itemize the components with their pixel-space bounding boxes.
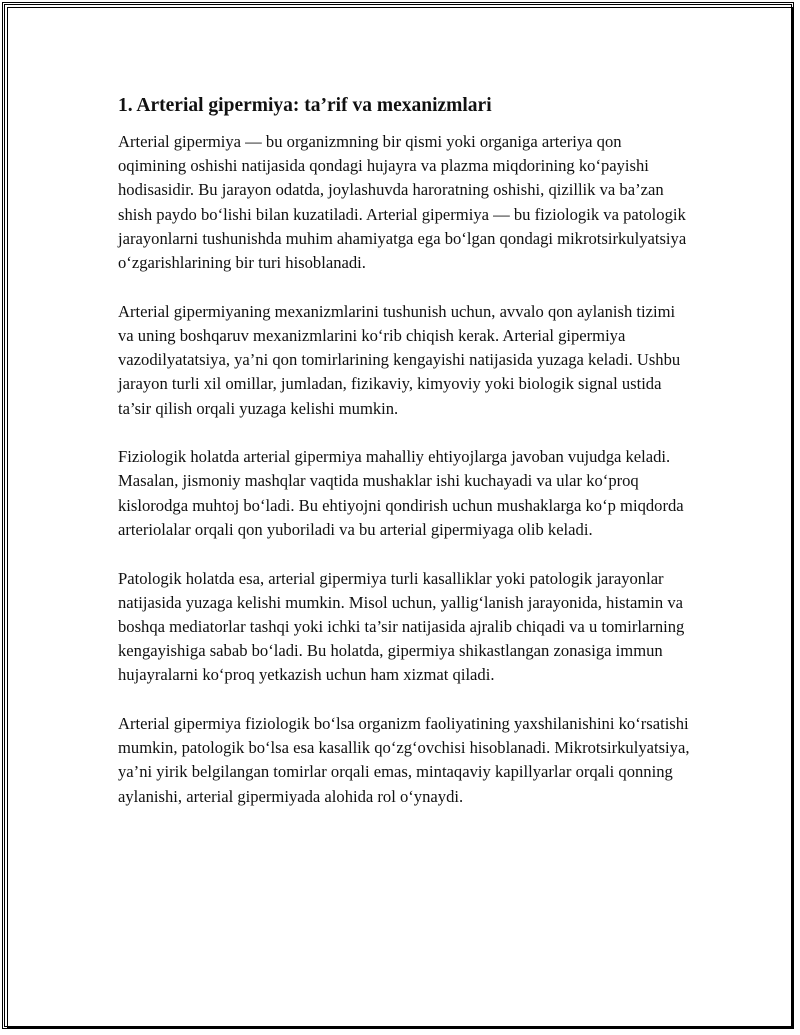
document-body: [118, 92, 690, 833]
paragraph-physiological: Fiziologik holatda arterial gipermiya mahalliy ehtiyojlarga javoban vujudga keladi. Masalan, jismoniy mashqlar vaqtida mushaklar ishi kuchayadi va ular ko‘proq kislorodga muhtoj bo‘ladi. Bu ehtiyojni qondirish uchun mushaklarga ko‘p miqdorda arteriolalar orqali qon yuboriladi va bu arterial gipermiyaga olib keladi.: [118, 447, 684, 539]
paragraph-mechanisms: Arterial gipermiyaning mexanizmlarini tushunish uchun, avvalo qon aylanish tizimi va uning boshqaruv mexanizmlarini ko‘rib chiqish kerak. Arterial gipermiya vazodilyatatsiya, ya’ni qon tomirlarining kengayishi natijasida yuzaga keladi. Ushbu jarayon turli xil omillar, jumladan, fizikaviy, kimyoviy yoki biologik signal ustida ta’sir qilish orqali yuzaga kelishi mumkin.: [118, 301, 681, 418]
paragraph-pathological: Patologik holatda esa, arterial gipermiya turli kasalliklar yoki patologik jarayonlar natijasida yuzaga kelishi mumkin. Misol uchun, yallig‘lanish jarayonida, histamin va boshqa mediatorlar tashqi yoki ichki ta’sir natijasida ajralib chiqadi va u tomirlarning kengayishiga sabab bo‘ladi. Bu holatda, gipermiya shikastlangan zonasiga immun hujayralarni ko‘proq yetkazish uchun ham xizmat qiladi.: [118, 568, 685, 685]
paragraph-conclusion: Arterial gipermiya fiziologik bo‘lsa organizm faoliyatining yaxshilanishini ko‘rsatishi mumkin, patologik bo‘lsa esa kasallik qo‘zg‘ovchisi hisoblanadi. Mikrotsirkulyatsiya, ya’ni yirik belgilangan tomirlar orqali emas, mintaqaviy kapillyarlar orqali qonning aylanishi, arterial gipermiyada alohida rol o‘ynaydi.: [118, 714, 690, 806]
paragraph-definition: Arterial gipermiya — bu organizmning bir qismi yoki organiga arteriya qon oqimining oshishi natijasida qondagi hujayra va plazma miqdorining ko‘payishi hodisasidir. Bu jarayon odatda, joylashuvda haroratning oshishi, qizillik va ba’zan shish paydo bo‘lishi bilan kuzatiladi. Arterial gipermiya — bu fiziologik va patologik jarayonlarni tushunishda muhim ahamiyatga ega bo‘lgan qondagi mikrotsirkulyatsiya o‘zgarishlarining bir turi hisoblanadi.: [118, 132, 687, 273]
section-heading: 1. Arterial gipermiya: ta’rif va mexanizmlari: [118, 95, 492, 116]
